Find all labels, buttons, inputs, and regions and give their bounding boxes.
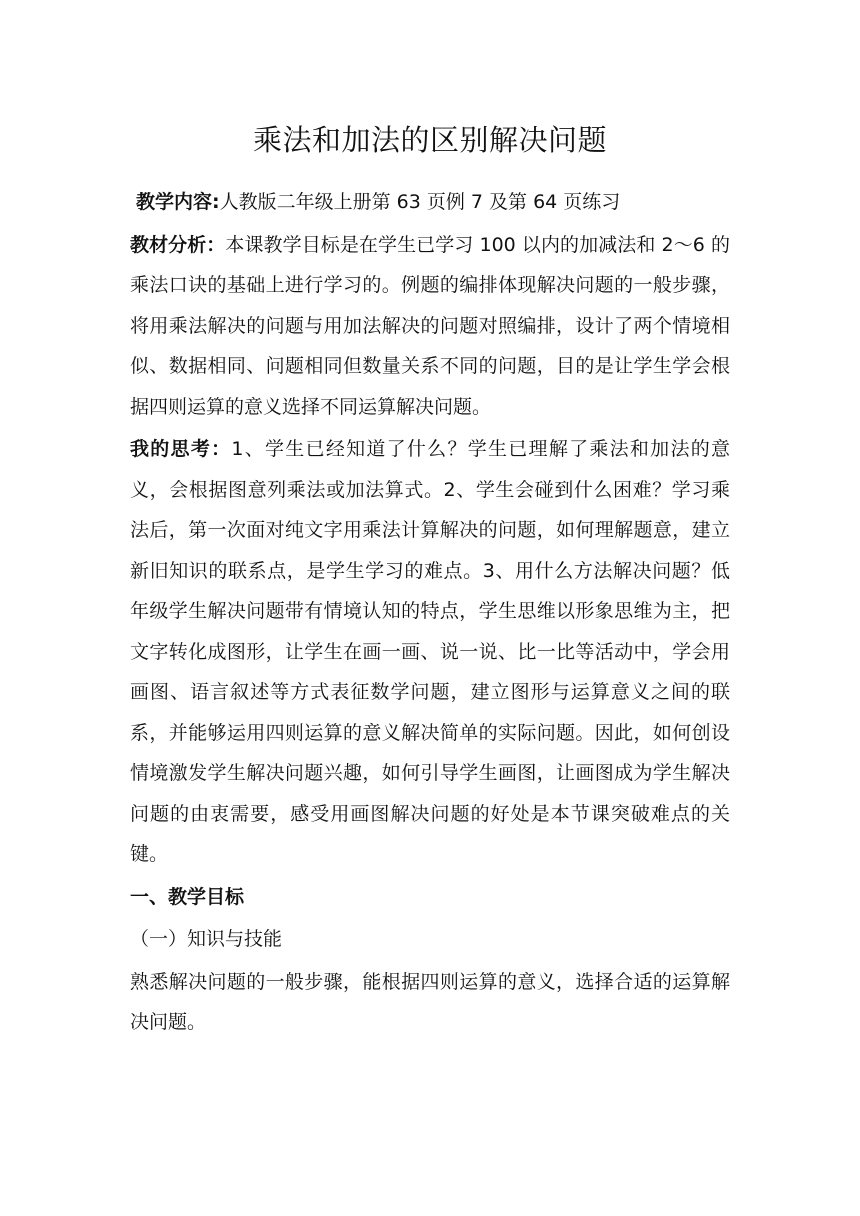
teaching-content-label: 教学内容:	[136, 191, 220, 213]
knowledge-skills-paragraph: 熟悉解决问题的一般步骤，能根据四则运算的意义，选择合适的运算解决问题。	[130, 970, 730, 1033]
my-thinking-paragraph	[130, 429, 730, 875]
subsection-heading-knowledge-skills: （一）知识与技能	[130, 928, 283, 950]
teaching-content-text: 人教版二年级上册第 63 页例 7 及第 64 页练习	[219, 191, 621, 213]
document-title: 乘法和加法的区别解决问题	[252, 123, 607, 157]
material-analysis-label: 教材分析：	[130, 233, 226, 256]
material-analysis-text: 本课教学目标是在学生已学习 100 以内的加减法和 2～6 的乘法口诀的基础上进行学习的。例题的编排体现解决问题的一般步骤，将用乘法解决的问题与用加法解决的问题对照编排，设计了两个情境相似、数据相同、问题相同但数量关系不同的问题，目的是让学生学会根据四则运算的意义选择不同运算解决问题。	[130, 233, 730, 418]
teaching-content-paragraph	[130, 182, 730, 223]
section-heading-teaching-goals: 一、教学目标	[130, 885, 245, 908]
my-thinking-text: 1、学生已经知道了什么？学生已理解了乘法和加法的意义，会根据图意列乘法或加法算式。2、学生会碰到什么困难？学习乘法后，第一次面对纯文字用乘法计算解决的问题，如何理解题意，建立新旧知识的联系点，是学生学习的难点。3、用什么方法解决问题？低年级学生解决问题带有情境认知的特点，学生思维以形象思维为主，把文字转化成图形，让学生在画一画、说一说、比一比等活动中，学会用画图、语言叙述等方式表征数学问题，建立图形与运算意义之间的联系，并能够运用四则运算的意义解决简单的实际问题。因此，如何创设情境激发学生解决问题兴趣，如何引导学生画图，让画图成为学生解决问题的由衷需要，感受用画图解决问题的好处是本节课突破难点的关键。	[130, 438, 730, 865]
material-analysis-paragraph	[130, 225, 730, 428]
my-thinking-label: 我的思考：	[130, 438, 232, 460]
